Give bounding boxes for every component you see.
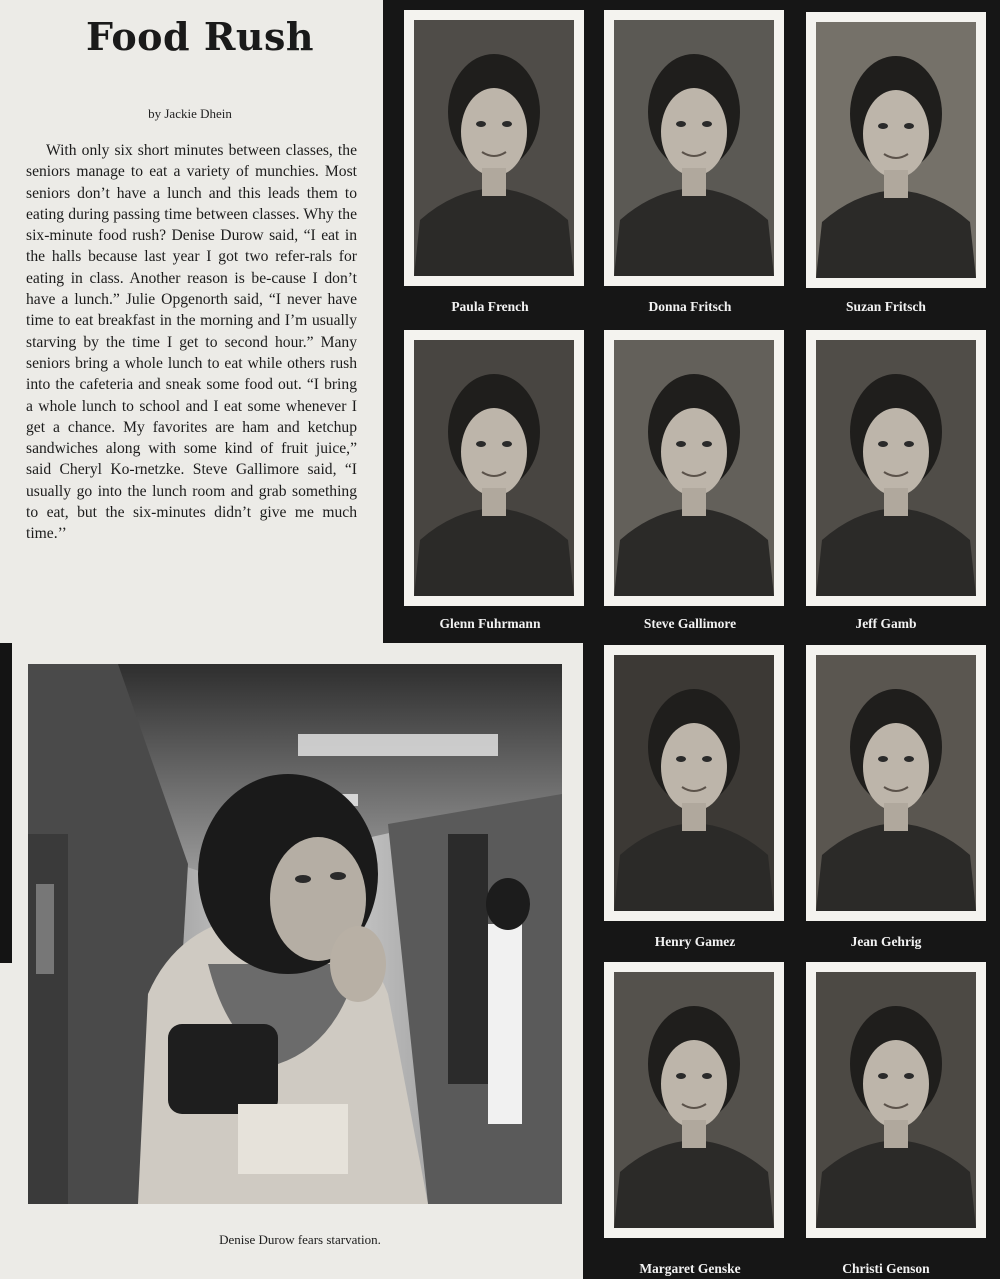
candid-hallway-photo xyxy=(28,664,562,1204)
article-body: With only six short minutes between classes, the seniors manage to eat a variety of munchies. Most seniors don’t have a lunch and this leads them to eating during passing time between classes. Why the six-minute food rush? Denise Durow said, “I eat in the halls because last year I got two refer-rals for eating in class. Another reason is be-cause I don’t have a lunch.” Julie Opgenorth said, “I never have time to eat breakfast in the morning and I’m usually starving by the time I get to second hour.” Many seniors bring a whole lunch to eat while others rush into the cafeteria and sneak some food out. “I bring a whole lunch to school and I eat some whenever I get a chance. My favorites are ham and ketchup sandwiches along with some kind of fruit juice,” said Cheryl Ko-rnetzke. Steve Gallimore said, “I usually go into the lunch room and grab something to eat, but the six-minutes didn’t give me much time.’’ xyxy=(26,142,357,543)
portrait-image xyxy=(614,340,774,596)
portrait-name-label: Christi Genson xyxy=(842,1261,930,1276)
article-headline: Food Rush xyxy=(85,14,315,59)
portrait-image xyxy=(614,972,774,1228)
portrait-name-label: Henry Gamez xyxy=(654,934,736,949)
portrait-name-label: Glenn Fuhrmann xyxy=(439,616,541,631)
hallway-photo-image xyxy=(28,664,562,1204)
portrait-name-label: Paula French xyxy=(451,299,529,314)
portrait-image xyxy=(414,20,574,276)
article-panel xyxy=(0,0,383,643)
portrait-photo xyxy=(806,12,986,288)
portrait-image xyxy=(816,655,976,911)
portrait-image xyxy=(614,20,774,276)
portrait-image xyxy=(816,972,976,1228)
page-edge-strip xyxy=(0,643,12,963)
portrait-name-label: Suzan Fritsch xyxy=(846,299,926,314)
portrait-name-label: Jean Gehrig xyxy=(850,934,922,949)
portrait-photo xyxy=(806,962,986,1238)
portrait-photo xyxy=(604,330,784,606)
portrait-name-label: Margaret Genske xyxy=(639,1261,741,1276)
portrait-photo xyxy=(604,962,784,1238)
candid-photo-caption: Denise Durow fears starvation. xyxy=(219,1232,381,1247)
portrait-image xyxy=(816,340,976,596)
portrait-image xyxy=(614,655,774,911)
portrait-photo xyxy=(404,10,584,286)
portrait-photo xyxy=(404,330,584,606)
portrait-name-label: Steve Gallimore xyxy=(643,616,737,631)
portrait-name-label: Donna Fritsch xyxy=(648,299,732,314)
portrait-photo xyxy=(806,645,986,921)
portrait-name-label: Jeff Gamb xyxy=(855,616,917,631)
portrait-image xyxy=(414,340,574,596)
portrait-photo xyxy=(604,645,784,921)
portrait-image xyxy=(816,22,976,278)
portrait-photo xyxy=(604,10,784,286)
article-byline: by Jackie Dhein xyxy=(148,106,232,121)
portrait-photo xyxy=(806,330,986,606)
